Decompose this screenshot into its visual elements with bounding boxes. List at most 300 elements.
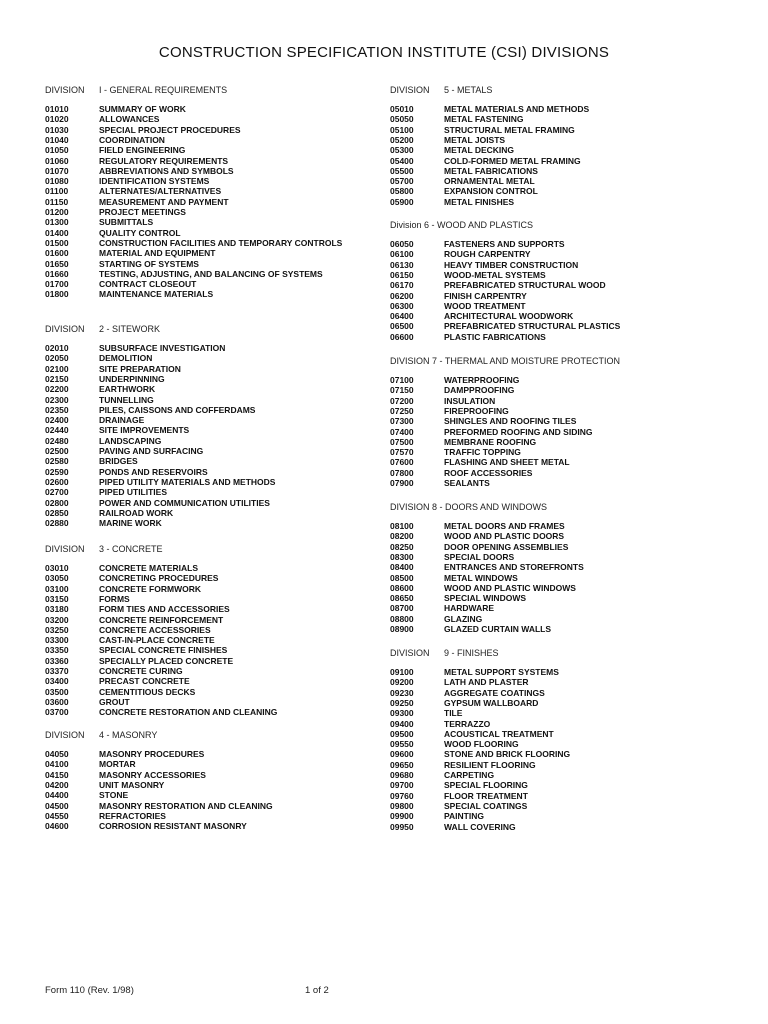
section-number: 01500 (45, 237, 69, 248)
section-number: 02100 (45, 363, 69, 374)
section-number: 08500 (390, 572, 414, 583)
section-title: GROUT (99, 696, 130, 707)
section-number: 09950 (390, 821, 414, 832)
section-number: 08250 (390, 541, 414, 552)
section-row (45, 498, 375, 508)
section-number: 07570 (390, 447, 414, 458)
section-row (390, 186, 730, 196)
section-number: 05500 (390, 165, 414, 176)
section-number: 05800 (390, 186, 414, 197)
section-row (45, 395, 375, 405)
section-number: 09250 (390, 697, 414, 708)
section-row (45, 780, 375, 790)
section-row (45, 635, 375, 645)
section-number: 01080 (45, 176, 69, 187)
section-row (390, 688, 730, 698)
section-title: DOOR OPENING ASSEMBLIES (444, 541, 569, 552)
section-number: 02200 (45, 384, 69, 395)
section-row (45, 238, 375, 248)
section-row (45, 801, 375, 811)
section-row (390, 437, 730, 447)
section-row (45, 697, 375, 707)
section-number: 02500 (45, 446, 69, 456)
section-row (45, 259, 375, 269)
section-number: 01700 (45, 279, 69, 290)
section-row (45, 749, 375, 759)
section-title: TILE (444, 708, 463, 719)
section-title: DEMOLITION (99, 353, 153, 364)
section-number: 08100 (390, 521, 414, 531)
section-number: 02850 (45, 507, 69, 518)
section-number: 05010 (390, 104, 414, 114)
section-title: LANDSCAPING (99, 435, 162, 446)
section-row (390, 166, 730, 176)
section-row (390, 677, 730, 687)
section-number: 02480 (45, 435, 69, 446)
section-title: PONDS AND RESERVOIRS (99, 466, 208, 477)
section-number: 07400 (390, 426, 414, 437)
section-title: WATERPROOFING (444, 375, 520, 385)
section-row (45, 625, 375, 635)
section-number: 03050 (45, 573, 69, 584)
section-title: TUNNELLING (99, 394, 154, 405)
section-title: SPECIAL PROJECT PROCEDURES (99, 124, 241, 135)
section-title: CONCRETE CURING (99, 666, 183, 676)
section-row (390, 406, 730, 416)
section-title: PILES, CAISSONS AND COFFERDAMS (99, 404, 256, 415)
section-row (45, 415, 375, 425)
section-number: 09300 (390, 708, 414, 719)
section-row (390, 156, 730, 166)
section-row (390, 301, 730, 311)
section-row (45, 145, 375, 155)
section-number: 08900 (390, 624, 414, 634)
section-number: 02400 (45, 415, 69, 426)
section-title: METAL WINDOWS (444, 572, 518, 583)
section-title: WOOD-METAL SYSTEMS (444, 269, 546, 280)
section-row (390, 708, 730, 718)
section-row (390, 573, 730, 583)
section-row (390, 811, 730, 821)
section-title: FLASHING AND SHEET METAL (444, 457, 570, 468)
section-title: REFRACTORIES (99, 810, 166, 821)
section-number: 03180 (45, 604, 69, 615)
section-row (45, 217, 375, 227)
section-row (390, 749, 730, 759)
section-row (390, 270, 730, 280)
section-title: METAL FINISHES (444, 196, 515, 207)
section-title: REGULATORY REQUIREMENTS (99, 155, 229, 166)
section-row (45, 436, 375, 446)
section-number: 04100 (45, 759, 69, 770)
section-row (390, 311, 730, 321)
section-title: GYPSUM WALLBOARD (444, 697, 539, 708)
section-row (45, 656, 375, 666)
section-number: 03010 (45, 563, 69, 573)
section-number: 03700 (45, 707, 69, 718)
section-number: 03100 (45, 583, 69, 594)
section-number: 01070 (45, 165, 69, 176)
section-row (45, 811, 375, 821)
section-title: FIELD ENGINEERING (99, 145, 186, 156)
section-title: WOOD FLOORING (444, 739, 519, 750)
division-heading (45, 728, 375, 742)
section-number: 02880 (45, 518, 69, 529)
section-number: 03400 (45, 676, 69, 687)
section-row (45, 289, 375, 299)
section-number: 03600 (45, 696, 69, 707)
section-number: 09550 (390, 739, 414, 750)
section-number: 04600 (45, 821, 69, 832)
section-number: 02800 (45, 497, 69, 508)
section-row (390, 562, 730, 572)
section-row (45, 604, 375, 614)
division-heading (45, 322, 375, 336)
section-row (390, 332, 730, 342)
section-row (45, 573, 375, 583)
section-title: SPECIALLY PLACED CONCRETE (99, 655, 234, 666)
section-number: 03500 (45, 686, 69, 697)
section-title: CONSTRUCTION FACILITIES AND TEMPORARY CONTROLS (99, 237, 343, 248)
section-title: SPECIAL DOORS (444, 551, 515, 562)
section-title: SUBMITTALS (99, 217, 154, 228)
section-row (390, 719, 730, 729)
section-number: 02440 (45, 425, 69, 436)
section-title: MEMBRANE ROOFING (444, 436, 537, 447)
section-title: TERRAZZO (444, 718, 491, 729)
section-number: 01600 (45, 248, 69, 259)
division-label: DIVISION (390, 85, 430, 95)
section-title: PIPED UTILITIES (99, 487, 168, 498)
section-number: 08600 (390, 582, 414, 593)
section-title: SHINGLES AND ROOFING TILES (444, 416, 577, 427)
section-title: MEASUREMENT AND PAYMENT (99, 196, 229, 207)
section-title: METAL SUPPORT SYSTEMS (444, 667, 559, 677)
section-title: METAL FASTENING (444, 114, 524, 125)
section-title: LATH AND PLASTER (444, 677, 529, 688)
section-number: 01200 (45, 207, 69, 217)
section-number: 01040 (45, 134, 69, 145)
section-number: 06100 (390, 249, 414, 260)
section-row (390, 624, 730, 634)
page-title: CONSTRUCTION SPECIFICATION INSTITUTE (CSI) DIVISIONS (158, 44, 610, 61)
section-number: 01050 (45, 145, 69, 156)
section-row (390, 260, 730, 270)
division-label: DIVISION (390, 648, 430, 658)
section-number: 07150 (390, 385, 414, 396)
section-row (390, 457, 730, 467)
section-number: 01150 (45, 196, 69, 207)
section-row (390, 375, 730, 385)
section-row (45, 770, 375, 780)
section-number: 09900 (390, 811, 414, 822)
section-number: 08700 (390, 603, 414, 614)
form-number: Form 110 (Rev. 1/98) (45, 985, 134, 996)
section-row (390, 791, 730, 801)
section-number: 01010 (45, 104, 69, 114)
section-title: SITE IMPROVEMENTS (99, 425, 190, 436)
section-number: 02350 (45, 404, 69, 415)
section-row (390, 478, 730, 488)
section-number: 06130 (390, 259, 414, 270)
section-title: SEALANTS (444, 478, 490, 488)
division-label: DIVISION (45, 544, 85, 554)
section-title: QUALITY CONTROL (99, 227, 181, 238)
section-number: 03360 (45, 655, 69, 666)
section-row (390, 698, 730, 708)
section-number: 01660 (45, 268, 69, 279)
section-number: 01100 (45, 186, 69, 197)
section-title: PROJECT MEETINGS (99, 207, 186, 217)
section-row (45, 353, 375, 363)
section-title: MAINTENANCE MATERIALS (99, 289, 214, 300)
section-title: POWER AND COMMUNICATION UTILITIES (99, 497, 270, 508)
section-title: STONE (99, 790, 129, 801)
section-number: 09400 (390, 718, 414, 729)
section-row (45, 166, 375, 176)
section-row (45, 405, 375, 415)
section-title: ACOUSTICAL TREATMENT (444, 728, 554, 739)
section-number: 07500 (390, 436, 414, 447)
section-number: 09760 (390, 790, 414, 801)
section-title: SUMMARY OF WORK (99, 104, 186, 114)
section-title: UNDERPINNING (99, 373, 165, 384)
section-row (45, 156, 375, 166)
section-row (390, 416, 730, 426)
section-number: 01300 (45, 217, 69, 228)
section-title: DRAINAGE (99, 415, 145, 426)
section-row (390, 197, 730, 207)
section-title: CARPETING (444, 770, 495, 780)
section-row (390, 521, 730, 531)
division-name: DIVISION 7 - THERMAL AND MOISTURE PROTECTION (390, 356, 621, 366)
section-number: 06500 (390, 321, 414, 332)
division-name: 3 - CONCRETE (99, 544, 163, 554)
section-title: STONE AND BRICK FLOORING (444, 749, 571, 760)
section-title: ENTRANCES AND STOREFRONTS (444, 562, 584, 573)
section-title: FASTENERS AND SUPPORTS (444, 239, 565, 249)
division-name: I - GENERAL REQUIREMENTS (99, 85, 228, 95)
section-row (45, 790, 375, 800)
section-title: SUBSURFACE INVESTIGATION (99, 343, 226, 353)
section-title: SITE PREPARATION (99, 363, 181, 374)
section-number: 02150 (45, 373, 69, 384)
section-row (45, 707, 375, 717)
section-number: 04150 (45, 769, 69, 780)
section-title: CONCRETE REINFORCEMENT (99, 614, 224, 625)
section-row (45, 248, 375, 258)
section-row (390, 822, 730, 832)
section-title: PIPED UTILITY MATERIALS AND METHODS (99, 476, 276, 487)
section-row (390, 447, 730, 457)
section-row (390, 770, 730, 780)
section-title: ALLOWANCES (99, 114, 160, 125)
section-row (45, 584, 375, 594)
section-row (390, 135, 730, 145)
section-row (390, 239, 730, 249)
division-label: DIVISION (45, 730, 85, 740)
division-heading (390, 218, 730, 232)
section-number: 08400 (390, 562, 414, 573)
section-row (45, 364, 375, 374)
section-row (390, 291, 730, 301)
section-title: SPECIAL COATINGS (444, 800, 528, 811)
section-number: 02580 (45, 456, 69, 467)
section-row (45, 135, 375, 145)
section-row (390, 114, 730, 124)
section-row (45, 759, 375, 769)
section-row (45, 228, 375, 238)
section-title: METAL JOISTS (444, 134, 506, 145)
division-heading (45, 83, 375, 97)
section-number: 02050 (45, 353, 69, 364)
section-number: 08200 (390, 531, 414, 542)
section-row (390, 280, 730, 290)
section-number: 05100 (390, 124, 414, 135)
section-row (45, 821, 375, 831)
section-title: SPECIAL CONCRETE FINISHES (99, 645, 228, 656)
section-number: 02700 (45, 487, 69, 498)
section-number: 01020 (45, 114, 69, 125)
section-row (390, 667, 730, 677)
section-title: TESTING, ADJUSTING, AND BALANCING OF SYSTEMS (99, 268, 323, 279)
section-title: MASONRY RESTORATION AND CLEANING (99, 800, 273, 811)
section-row (45, 279, 375, 289)
division-heading (390, 500, 730, 514)
section-row (45, 477, 375, 487)
section-number: 01400 (45, 227, 69, 238)
section-title: CONCRETE FORMWORK (99, 583, 201, 594)
section-row (390, 385, 730, 395)
section-title: PAINTING (444, 811, 484, 822)
section-title: TRAFFIC TOPPING (444, 447, 521, 458)
section-number: 01650 (45, 258, 69, 269)
section-title: INSULATION (444, 395, 496, 406)
section-number: 09680 (390, 770, 414, 780)
section-number: 07600 (390, 457, 414, 468)
section-row (390, 531, 730, 541)
section-title: RESILIENT FLOORING (444, 759, 536, 770)
section-row (390, 552, 730, 562)
section-title: RAILROAD WORK (99, 507, 174, 518)
section-number: 07250 (390, 405, 414, 416)
section-number: 09800 (390, 800, 414, 811)
section-number: 01800 (45, 289, 69, 300)
section-title: EXPANSION CONTROL (444, 186, 538, 197)
section-row (45, 508, 375, 518)
section-title: ARCHITECTURAL WOODWORK (444, 311, 574, 322)
section-title: CORROSION RESISTANT MASONRY (99, 821, 247, 832)
section-title: AGGREGATE COATINGS (444, 687, 545, 698)
division-heading (45, 542, 375, 556)
section-row (45, 176, 375, 186)
section-title: EARTHWORK (99, 384, 156, 395)
section-number: 04200 (45, 779, 69, 790)
section-number: 03350 (45, 645, 69, 656)
section-number: 03300 (45, 635, 69, 646)
section-row (390, 468, 730, 478)
section-number: 09650 (390, 759, 414, 770)
section-title: BRIDGES (99, 456, 138, 467)
section-title: FINISH CARPENTRY (444, 290, 527, 301)
section-row (45, 384, 375, 394)
section-number: 03200 (45, 614, 69, 625)
section-title: MORTAR (99, 759, 136, 770)
section-title: PREFABRICATED STRUCTURAL WOOD (444, 280, 606, 291)
section-row (390, 176, 730, 186)
section-row (390, 427, 730, 437)
division-name: 9 - FINISHES (444, 648, 499, 658)
section-row (390, 760, 730, 770)
section-title: FORM TIES AND ACCESSORIES (99, 604, 230, 615)
section-row (45, 104, 375, 114)
section-number: 09100 (390, 667, 414, 677)
section-title: PRECAST CONCRETE (99, 676, 190, 687)
section-title: SPECIAL WINDOWS (444, 593, 527, 604)
division-name: DIVISION 8 - DOORS AND WINDOWS (390, 502, 548, 512)
section-title: CONCRETE ACCESSORIES (99, 624, 211, 635)
division-heading (390, 646, 730, 660)
division-heading (390, 83, 730, 97)
section-number: 02590 (45, 466, 69, 477)
section-number: 05300 (390, 145, 414, 156)
section-row (390, 125, 730, 135)
section-title: STARTING OF SYSTEMS (99, 258, 199, 269)
section-number: 01030 (45, 124, 69, 135)
section-row (45, 467, 375, 477)
section-title: COLD-FORMED METAL FRAMING (444, 155, 581, 166)
section-number: 06200 (390, 290, 414, 301)
section-title: CONTRACT CLOSEOUT (99, 279, 197, 290)
section-number: 07300 (390, 416, 414, 427)
section-row (390, 593, 730, 603)
section-title: PLASTIC FABRICATIONS (444, 331, 546, 342)
section-number: 05050 (390, 114, 414, 125)
section-title: MASONRY PROCEDURES (99, 749, 205, 759)
section-title: CEMENTITIOUS DECKS (99, 686, 196, 697)
division-name: 2 - SITEWORK (99, 324, 161, 334)
division-label: DIVISION (45, 324, 85, 334)
section-row (45, 645, 375, 655)
section-title: WOOD AND PLASTIC WINDOWS (444, 582, 576, 593)
section-title: ROOF ACCESSORIES (444, 467, 533, 478)
section-title: HEAVY TIMBER CONSTRUCTION (444, 259, 579, 270)
section-row (45, 594, 375, 604)
section-title: FIREPROOFING (444, 405, 509, 416)
section-row (45, 687, 375, 697)
section-number: 04550 (45, 810, 69, 821)
section-number: 06150 (390, 269, 414, 280)
section-title: MATERIAL AND EQUIPMENT (99, 248, 216, 259)
section-row (390, 603, 730, 613)
section-title: CONCRETE RESTORATION AND CLEANING (99, 707, 278, 718)
section-title: PAVING AND SURFACING (99, 446, 204, 456)
section-title: METAL DECKING (444, 145, 515, 156)
section-row (45, 269, 375, 279)
section-number: 08300 (390, 551, 414, 562)
section-title: CONCRETING PROCEDURES (99, 573, 219, 584)
section-title: WOOD TREATMENT (444, 300, 526, 311)
section-row (45, 615, 375, 625)
section-row (45, 125, 375, 135)
section-title: FORMS (99, 593, 130, 604)
section-title: COORDINATION (99, 134, 165, 145)
page-number: 1 of 2 (305, 985, 329, 996)
section-number: 05700 (390, 176, 414, 187)
section-title: CONCRETE MATERIALS (99, 563, 199, 573)
section-number: 09500 (390, 728, 414, 739)
section-row (45, 446, 375, 456)
